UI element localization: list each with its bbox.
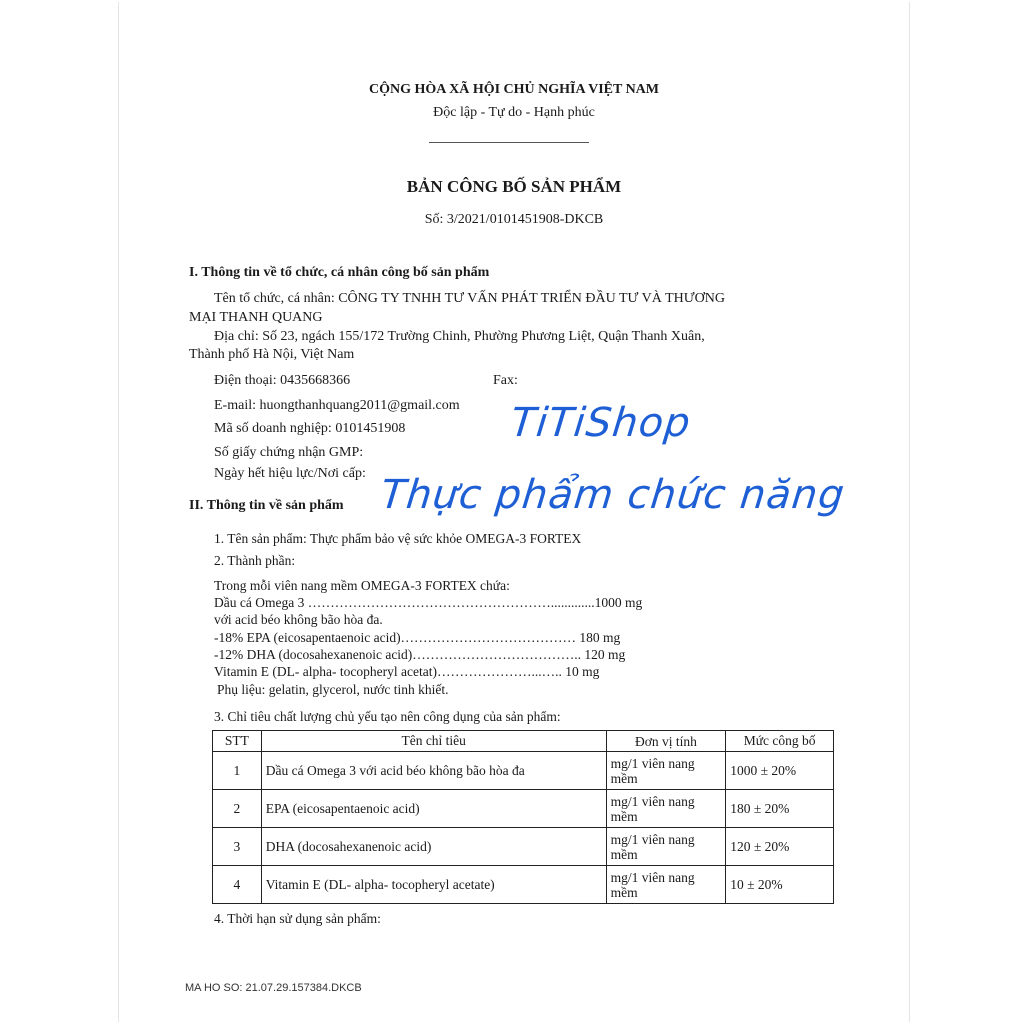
table-row [213,752,834,790]
header-declared-value: Mức công bố [726,731,834,752]
shelf-life-label: 4. Thời hạn sử dụng sản phẩm: [214,911,381,926]
cell-criteria-name: Dầu cá Omega 3 với acid béo không bão hòa đa [261,752,606,790]
cell-unit: mg/1 viên nang mềm [606,790,726,828]
ingredient-epa: -18% EPA (eicosapentaenoic acid)………………………………… 180 mg [214,630,621,645]
tax-code: Mã số doanh nghiệp: 0101451908 [214,421,406,436]
cell-criteria-name: Vitamin E (DL- alpha- tocopheryl acetate) [261,866,606,904]
ingredient-fish-oil-note: với acid béo không bão hòa đa. [214,612,383,627]
ingredient-dha: -12% DHA (docosahexanenoic acid)……………………………….. 120 mg [214,647,626,662]
cell-declared-value: 1000 ± 20% [726,752,834,790]
cell-unit: mg/1 viên nang mềm [606,752,726,790]
ingredients-intro: Trong mỗi viên nang mềm OMEGA-3 FORTEX chứa: [214,578,510,593]
address-line2: Thành phố Hà Nội, Việt Nam [189,347,355,362]
org-name-line2: MẠI THANH QUANG [189,310,323,325]
header-criteria-name: Tên chỉ tiêu [261,731,606,752]
ingredients-label: 2. Thành phần: [214,553,296,568]
cell-declared-value: 10 ± 20% [726,866,834,904]
cell-stt: 4 [213,866,262,904]
quality-criteria-table [212,730,834,904]
document-number: Số: 3/2021/0101451908-DKCB [424,212,604,227]
fax: Fax: [493,373,518,388]
table-header-row [213,731,834,752]
cell-criteria-name: DHA (docosahexanenoic acid) [261,828,606,866]
motto: Độc lập - Tự do - Hạnh phúc [433,105,595,120]
ingredient-vitamin-e: Vitamin E (DL- alpha- tocopheryl acetat)…………………...….. 10 mg [214,664,600,679]
cell-stt: 1 [213,752,262,790]
cell-stt: 3 [213,828,262,866]
document-page [118,2,910,1022]
expiry-issuer: Ngày hết hiệu lực/Nơi cấp: [214,466,366,481]
org-name-line1: Tên tổ chức, cá nhân: CÔNG TY TNHH TƯ VẤN PHÁT TRIỂN ĐẦU TƯ VÀ THƯƠNG [214,291,725,306]
watermark-category: Thực phẩm chức năng [378,472,848,518]
table-row [213,790,834,828]
email: E-mail: huongthanhquang2011@gmail.com [214,398,460,413]
cell-unit: mg/1 viên nang mềm [606,866,726,904]
cell-declared-value: 120 ± 20% [726,828,834,866]
excipients: Phụ liệu: gelatin, glycerol, nước tinh khiết. [217,682,449,697]
dossier-code: MA HO SO: 21.07.29.157384.DKCB [185,982,362,994]
cell-unit: mg/1 viên nang mềm [606,828,726,866]
watermark-shop-name: TiTiShop [508,400,694,446]
header-divider [429,142,589,143]
phone: Điện thoại: 0435668366 [214,373,351,388]
cell-declared-value: 180 ± 20% [726,790,834,828]
header-stt: STT [213,731,262,752]
cell-criteria-name: EPA (eicosapentaenoic acid) [261,790,606,828]
country-heading: CỘNG HÒA XÃ HỘI CHỦ NGHĨA VIỆT NAM [368,82,659,97]
cell-stt: 2 [213,790,262,828]
table-row [213,866,834,904]
header-unit: Đơn vị tính [606,731,726,752]
section2-heading: II. Thông tin về sản phẩm [189,498,344,513]
address-line1: Địa chỉ: Số 23, ngách 155/172 Trường Chinh, Phường Phương Liệt, Quận Thanh Xuân, [214,329,705,344]
section1-heading: I. Thông tin về tổ chức, cá nhân công bố sản phẩm [189,265,490,280]
ingredient-fish-oil: Dầu cá Omega 3 ……………………………………………….............1000 mg [214,595,643,610]
document-title: BẢN CÔNG BỐ SẢN PHẨM [406,177,622,196]
gmp-certificate: Số giấy chứng nhận GMP: [214,445,364,460]
quality-criteria-label: 3. Chỉ tiêu chất lượng chủ yếu tạo nên công dụng của sản phẩm: [214,709,561,724]
product-name: 1. Tên sản phẩm: Thực phẩm bảo vệ sức khỏe OMEGA-3 FORTEX [214,531,582,546]
table-row [213,828,834,866]
